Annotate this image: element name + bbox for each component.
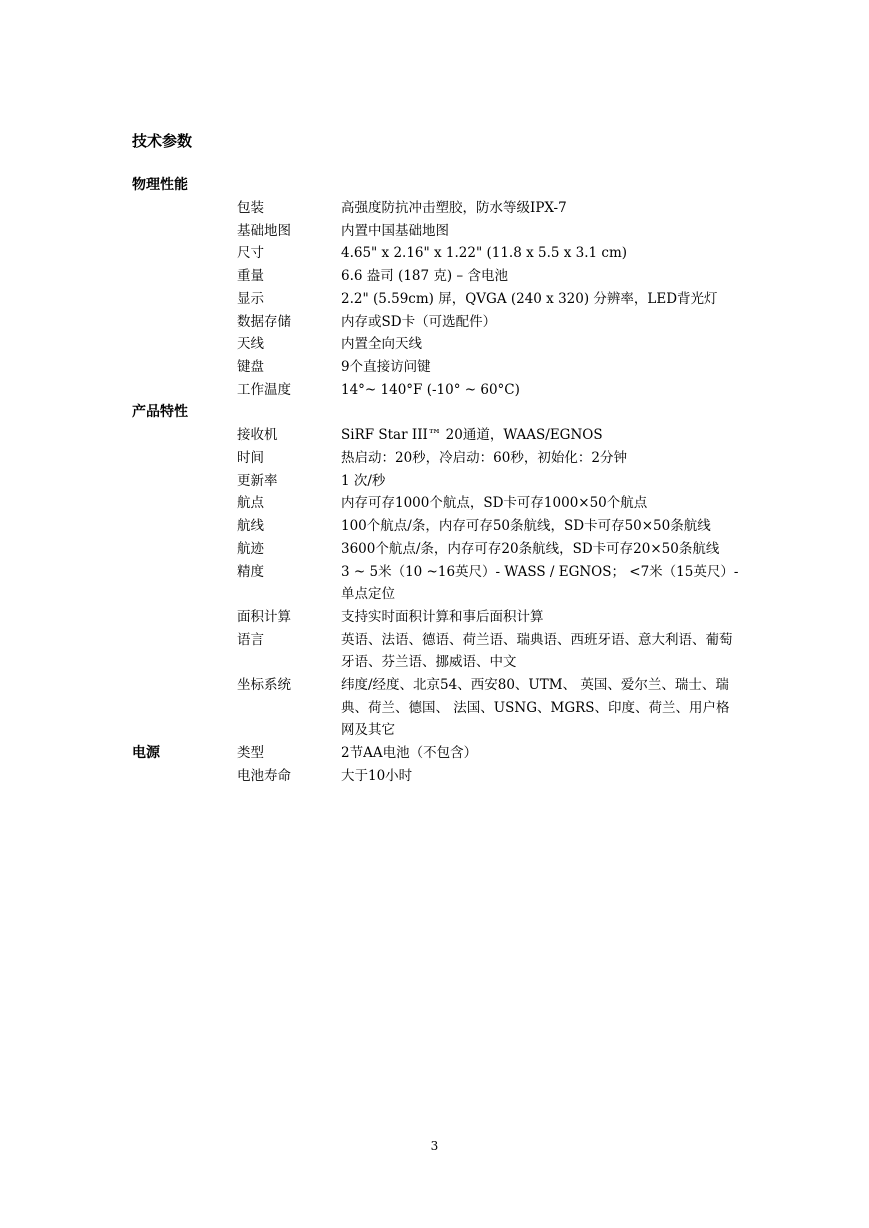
spec-label: 工作温度 bbox=[237, 381, 291, 398]
spec-row bbox=[132, 242, 752, 265]
spec-row bbox=[132, 379, 752, 402]
spec-label: 航点 bbox=[237, 495, 264, 512]
spec-row bbox=[132, 561, 752, 606]
spec-label: 重量 bbox=[237, 268, 264, 285]
spec-value: 热启动：20秒，冷启动：60秒，初始化：2分钟 bbox=[341, 450, 627, 467]
spec-row bbox=[132, 311, 752, 334]
section-heading-physical: 物理性能 bbox=[132, 177, 188, 193]
spec-value: 纬度/经度、北京54、西安80、UTM、 英国、爱尔兰、瑞士、瑞典、荷兰、德国、 法国、USNG、MGRS、印度、荷兰、用户格网及其它 bbox=[341, 677, 730, 739]
spec-value: 高强度防抗冲击塑胶，防水等级IPX-7 bbox=[341, 200, 567, 216]
spec-row bbox=[132, 265, 752, 288]
page-title: 技术参数 bbox=[132, 132, 193, 150]
spec-label: 接收机 bbox=[237, 427, 278, 444]
spec-row bbox=[132, 492, 752, 515]
spec-value: 2.2" (5.59cm) 屏，QVGA (240 x 320) 分辨率，LED背光灯 bbox=[341, 290, 718, 307]
spec-row bbox=[132, 447, 752, 470]
product-rows bbox=[132, 424, 752, 742]
spec-label: 基础地图 bbox=[237, 222, 291, 239]
spec-label: 数据存储 bbox=[237, 313, 291, 330]
spec-label: 坐标系统 bbox=[237, 677, 291, 694]
spec-label: 面积计算 bbox=[237, 608, 291, 625]
spec-value: 英语、法语、德语、荷兰语、瑞典语、西班牙语、意大利语、葡萄牙语、芬兰语、挪威语、中文 bbox=[341, 631, 733, 671]
spec-value: 内存可存1000个航点，SD卡可存1000×50个航点 bbox=[341, 495, 648, 512]
spec-row bbox=[132, 765, 752, 788]
spec-value: 4.65" x 2.16" x 1.22" (11.8 x 5.5 x 3.1 cm) bbox=[341, 245, 628, 262]
spec-value: 大于10小时 bbox=[341, 767, 413, 784]
spec-label: 航迹 bbox=[237, 540, 264, 557]
spec-label: 航线 bbox=[237, 518, 264, 535]
spec-value: 3 ~ 5米（10 ~16英尺）- WASS / EGNOS； <7米（15英尺）- 单点定位 bbox=[341, 563, 739, 603]
spec-label: 包装 bbox=[237, 200, 264, 216]
spec-label: 电池寿命 bbox=[237, 767, 291, 784]
spec-label: 时间 bbox=[237, 450, 264, 467]
spec-value: 2节AA电池（不包含） bbox=[341, 745, 478, 762]
spec-label: 语言 bbox=[237, 631, 264, 648]
section-heading-power: 电源 bbox=[132, 745, 160, 762]
spec-row bbox=[132, 470, 752, 493]
section-heading-product: 产品特性 bbox=[132, 404, 188, 421]
spec-row bbox=[132, 674, 752, 742]
spec-value: 内置中国基础地图 bbox=[341, 222, 449, 239]
spec-label: 更新率 bbox=[237, 472, 278, 489]
spec-label: 天线 bbox=[237, 336, 264, 353]
spec-row bbox=[132, 629, 752, 674]
spec-label: 尺寸 bbox=[237, 245, 264, 262]
spec-row bbox=[132, 333, 752, 356]
spec-row bbox=[132, 197, 752, 220]
spec-value: 内置全向天线 bbox=[341, 336, 422, 353]
spec-value: SiRF Star III™ 20通道，WAAS/EGNOS bbox=[341, 427, 603, 444]
spec-value: 9个直接访问键 bbox=[341, 358, 431, 375]
spec-value: 14°~ 140°F (-10° ~ 60°C) bbox=[341, 381, 520, 398]
spec-row bbox=[132, 288, 752, 311]
spec-table bbox=[132, 174, 752, 788]
physical-rows bbox=[132, 197, 752, 401]
spec-value: 支持实时面积计算和事后面积计算 bbox=[341, 608, 544, 625]
power-rows bbox=[132, 742, 752, 787]
spec-row bbox=[132, 220, 752, 243]
spec-row bbox=[132, 356, 752, 379]
spec-value: 6.6 盎司 (187 克) – 含电池 bbox=[341, 268, 508, 285]
spec-label: 类型 bbox=[237, 745, 264, 762]
spec-label: 键盘 bbox=[237, 358, 264, 375]
spec-row bbox=[132, 515, 752, 538]
spec-row bbox=[132, 742, 752, 765]
spec-label: 显示 bbox=[237, 290, 264, 307]
spec-label: 精度 bbox=[237, 563, 264, 580]
spec-value: 1 次/秒 bbox=[341, 472, 386, 489]
spec-row bbox=[132, 538, 752, 561]
spec-value: 100个航点/条，内存可存50条航线，SD卡可存50×50条航线 bbox=[341, 518, 711, 535]
page-number: 3 bbox=[430, 1139, 439, 1153]
spec-row bbox=[132, 424, 752, 447]
spec-value: 3600个航点/条，内存可存20条航线，SD卡可存20×50条航线 bbox=[341, 540, 720, 557]
spec-value: 内存或SD卡（可选配件） bbox=[341, 313, 497, 330]
spec-row bbox=[132, 606, 752, 629]
